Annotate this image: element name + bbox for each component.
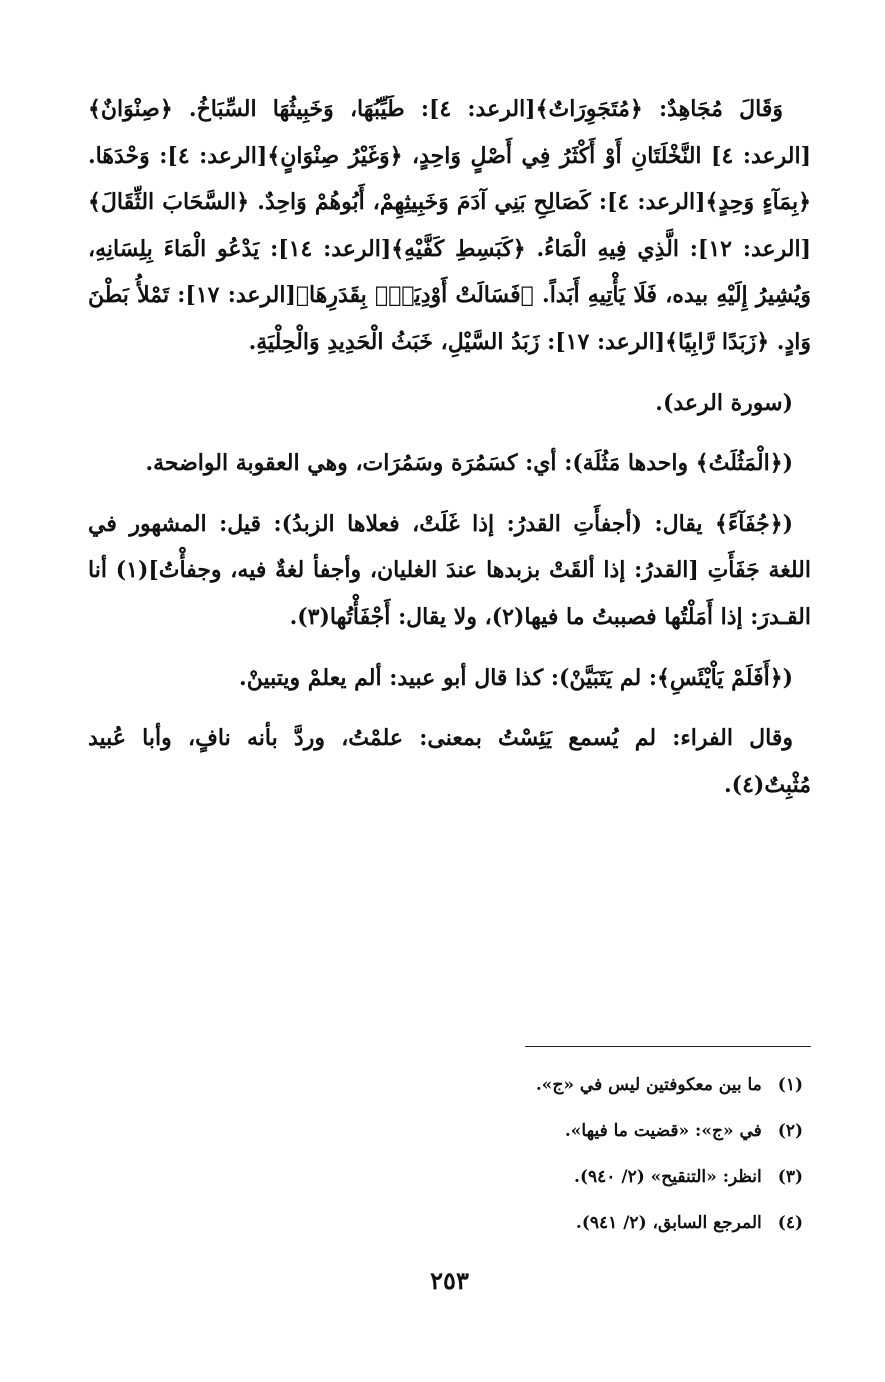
footnotes bbox=[88, 1062, 803, 1246]
paragraph-farra: وقال الفراء: لم يُسمع يَئِسْتُ بمعنى: علمْتُ، وردَّ بأنه نافٍ، وأبا عُبيد مُثْبِتٌ(٤). bbox=[88, 725, 811, 798]
paragraph-mathulat: (﴿الْمَثُلَتُ﴾ واحدها مَثُلَة): أي: كسَمُرَة وسَمُرَات، وهي العقوبة الواضحة. bbox=[145, 450, 793, 477]
footnote-3 bbox=[88, 1154, 803, 1200]
footnote-number: (٢) bbox=[777, 1121, 803, 1141]
footnote-1 bbox=[88, 1062, 803, 1108]
paragraph-afalam-yayas: (﴿أَفَلَمْ يَاْيْئَسِ﴾: لم يَتَبَيَّنْ): كذا قال أبو عبيد: ألم يعلمْ ويتبينْ. bbox=[239, 664, 793, 691]
footnote-2 bbox=[88, 1108, 803, 1154]
footnote-text: المرجع السابق، (٢/ ٩٤١). bbox=[575, 1213, 762, 1233]
paragraph-surah-heading: (سورة الرعد). bbox=[655, 389, 793, 416]
footnote-number: (٤) bbox=[777, 1213, 803, 1233]
footnote-text: ما بين معكوفتين ليس في «ج». bbox=[535, 1075, 762, 1095]
paragraph-mujahid-commentary: وَقَالَ مُجَاهِدٌ: ﴿مُتَجَوِرَاتٌ﴾[الرعد: ٤]: طَيِّبُهَا، وَخَبِيثُهَا السِّبَاخُ. ﴿صِنْوَانٌ﴾[الرعد: ٤] النَّخْلَتَانِ أَوْ أَكْثَرُ فِي أَصْلٍ وَاحِدٍ، ﴿وَغَيْرُ صِنْوَانٍ﴾[الرعد: ٤]: وَحْدَهَا. ﴿بِمَآءٍ وَحِدٍ﴾[الرعد: ٤]: كَصَالِحِ بَنِي آدَمَ وَخَبِيثِهِمْ، أَبُوهُمْ وَاحِدٌ. ﴿السَّحَابَ الثِّقَالَ﴾[الرعد: ١٢]: الَّذِي فِيهِ الْمَاءُ. ﴿كَبَسِطِ كَفَّيْهِ﴾[الرعد: ١٤]: يَدْعُو الْمَاءَ بِلِسَانِهِ، وَيُشِيرُ إِلَيْهِ بيده، فَلَا يَأْتِيهِ أَبَداً. ﴿فَسَالَتْ أَوْدِيَةٌۢ بِقَدَرِهَا﴾[الرعد: ١٧]: تَمْلأُ بَطْنَ وَادٍ. ﴿زَبَدًا رَّابِيًا﴾[الرعد: ١٧]: زَبَدُ السَّيْلِ، خَبَثُ الْحَدِيدِ وَالْحِلْيَةِ. bbox=[88, 96, 812, 355]
footnote-number: (٣) bbox=[777, 1167, 803, 1187]
footnote-text: انظر: «التنقيح» (٢/ ٩٤٠). bbox=[574, 1167, 762, 1187]
footnote-divider bbox=[525, 1046, 811, 1047]
page-body bbox=[88, 86, 811, 1382]
footnote-number: (١) bbox=[777, 1075, 803, 1095]
footnote-text: في «ج»: «قضيت ما فيها». bbox=[564, 1121, 762, 1141]
paragraph-jufaa: (﴿جُفَآءً﴾ يقال: (أجفأَتِ القدرُ: إذا غَلَتْ، فعلاها الزبدُ): قيل: المشهور في اللغة جَفَأَتِ [القدرُ: إذا ألقَتْ بزبدها عندَ الغليان، وأجفأ لغةٌ فيه، وجفأْتُ](١) أنا القـدرَ: إذا أَمَلْتُها فصببتُ ما فيها(٢)، ولا يقال: أَجْفَأْتُها(٣). bbox=[88, 510, 811, 630]
page-number: ٢٥٣ bbox=[430, 1266, 469, 1295]
footnote-4 bbox=[88, 1200, 803, 1246]
